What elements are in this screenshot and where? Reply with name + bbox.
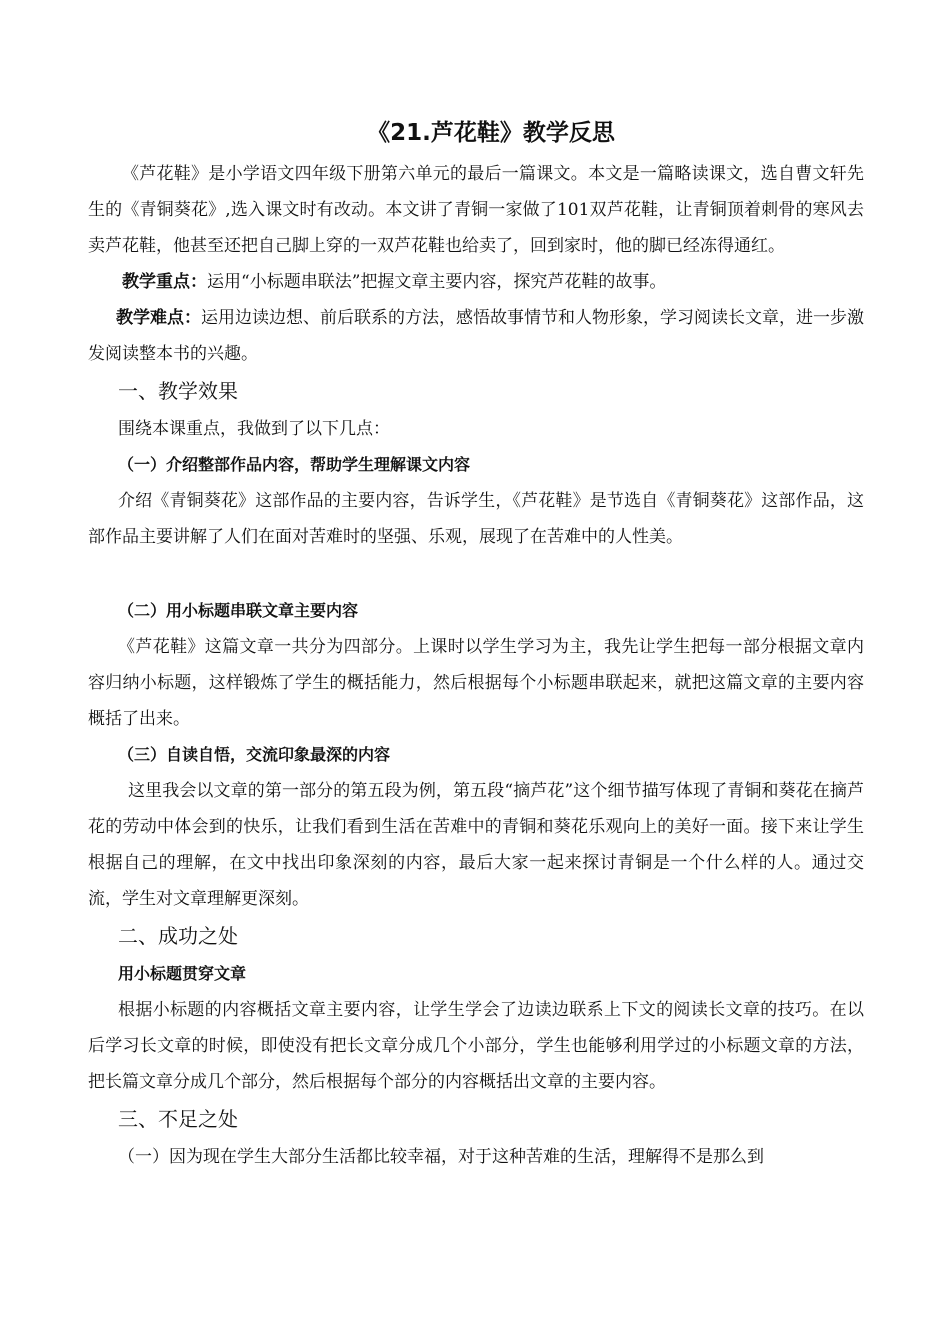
section1-sub1-text: 介绍《青铜葵花》这部作品的主要内容，告诉学生，《芦花鞋》是节选自《青铜葵花》这部作品，这部作品主要讲解了人们在面对苦难时的坚强、乐观，展现了在苦难中的人性美。: [88, 491, 864, 547]
section1-sub3-text: 这里我会以文章的第一部分的第五段为例，第五段“摘芦花”这个细节描写体现了青铜和葵花在摘芦花的劳动中体会到的快乐，让我们看到生活在苦难中的青铜和葵花乐观向上的美好一面。接下来让学生根据自己的理解，在文中找出印象深刻的内容，最后大家一起来探讨青铜是一个什么样的人。通过交流，学生对文章理解更深刻。: [88, 781, 864, 909]
section1-heading: 一、教学效果: [118, 379, 238, 403]
teaching-focus: [88, 264, 864, 300]
section1-sub3-heading: （三）自读自悟，交流印象最深的内容: [118, 745, 391, 764]
teaching-difficulty-text: 运用边读边想、前后联系的方法，感悟故事情节和人物形象，学习阅读长文章，进一步激发阅读整本书的兴趣。: [88, 308, 864, 364]
teaching-focus-label: 教学重点：: [122, 272, 207, 292]
intro-paragraph: 《芦花鞋》是小学语文四年级下册第六单元的最后一篇课文。本文是一篇略读课文，选自曹文轩先生的《青铜葵花》,选入课文时有改动。本文讲了青铜一家做了101双芦花鞋，让青铜顶着刺骨的寒风去卖芦花鞋，他甚至还把自己脚上穿的一双芦花鞋也给卖了，回到家时，他的脚已经冻得通红。: [88, 164, 864, 256]
section1-sub2-text: 《芦花鞋》这篇文章一共分为四部分。上课时以学生学习为主，我先让学生把每一部分根据文章内容归纳小标题，这样锻炼了学生的概括能力，然后根据每个小标题串联起来，就把这篇文章的主要内容概括了出来。: [88, 637, 864, 729]
section2-heading: 二、成功之处: [118, 924, 238, 948]
section2-subheading: 用小标题贯穿文章: [118, 964, 247, 983]
section1-sub1-heading: （一）介绍整部作品内容，帮助学生理解课文内容: [118, 455, 471, 474]
section1-sub2-heading: （二）用小标题串联文章主要内容: [118, 601, 359, 620]
section3-heading: 三、不足之处: [118, 1107, 238, 1131]
teaching-difficulty-label: 教学难点：: [116, 308, 201, 328]
section2-text: 根据小标题的内容概括文章主要内容，让学生学会了边读边联系上下文的阅读长文章的技巧。在以后学习长文章的时候，即使没有把长文章分成几个小部分，学生也能够利用学过的小标题文章的方法，把长篇文章分成几个部分，然后根据每个部分的内容概括出文章的主要内容。: [88, 1000, 864, 1092]
document-title: 《21.芦花鞋》教学反思: [367, 120, 615, 146]
teaching-focus-text: 运用“小标题串联法”把握文章主要内容，探究芦花鞋的故事。: [207, 272, 667, 292]
teaching-difficulty: [88, 300, 864, 372]
section1-lead: 围绕本课重点，我做到了以下几点：: [118, 419, 390, 439]
document-page: [88, 110, 864, 1175]
section3-text: （一）因为现在学生大部分生活都比较幸福，对于这种苦难的生活，理解得不是那么到: [118, 1147, 764, 1167]
blank-line: [88, 555, 864, 593]
